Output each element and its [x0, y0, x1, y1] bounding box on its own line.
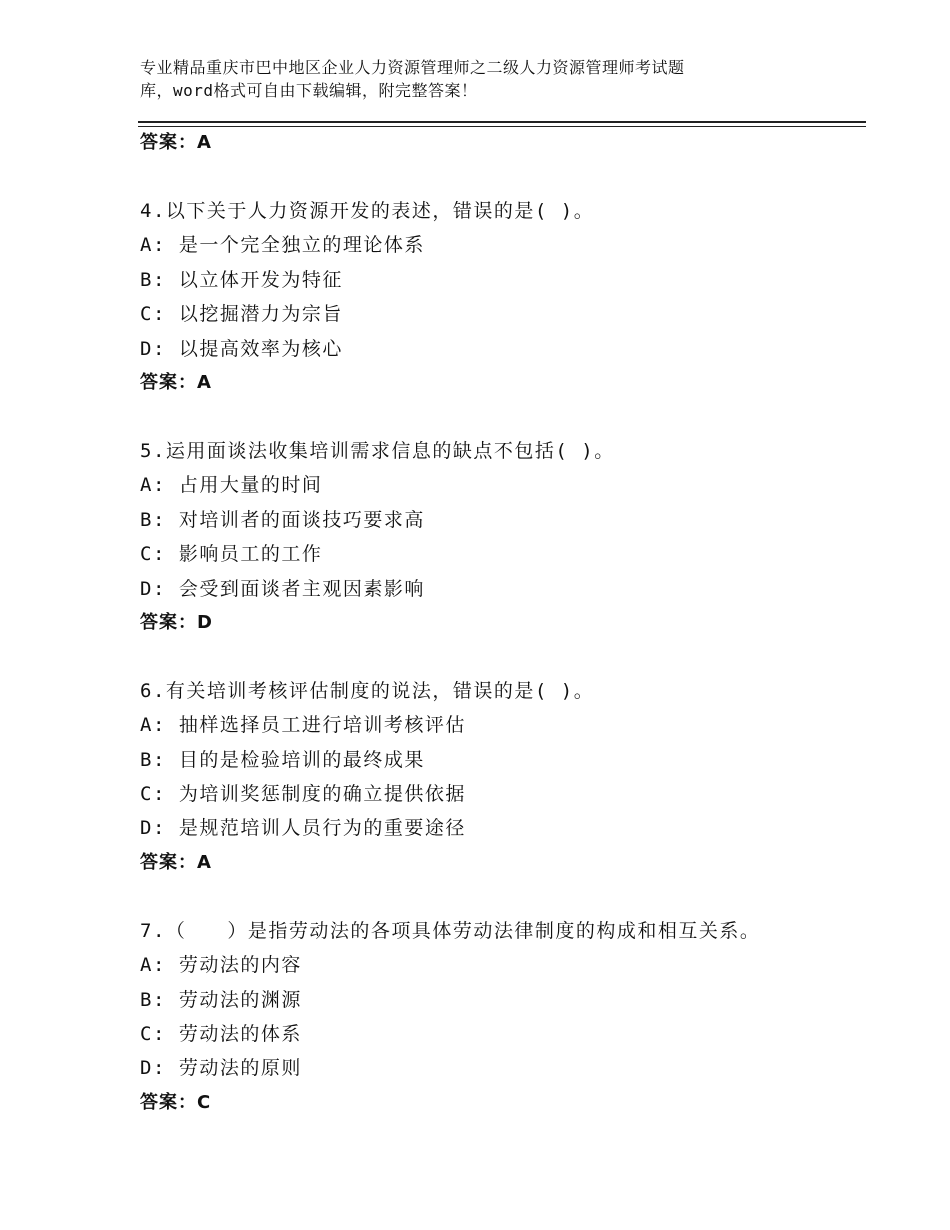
- option-c: C: 为培训奖惩制度的确立提供依据: [140, 783, 466, 806]
- question-stem: 4.以下关于人力资源开发的表述，错误的是( )。: [140, 200, 595, 222]
- option-d: D: 以提高效率为核心: [140, 337, 343, 360]
- option-d: D: 是规范培训人员行为的重要途径: [140, 817, 466, 840]
- answer-line: 答案：A: [140, 132, 212, 153]
- option-a: A: 抽样选择员工进行培训考核评估: [140, 714, 466, 737]
- answer-line: 答案：A: [140, 371, 212, 393]
- option-d: D: 劳动法的原则: [140, 1057, 302, 1080]
- header-rule-thick: [138, 121, 866, 123]
- question-6: [140, 674, 866, 880]
- option-a: A: 劳动法的内容: [140, 954, 302, 977]
- option-a: A: 占用大量的时间: [140, 474, 323, 497]
- option-c: C: 劳动法的体系: [140, 1023, 302, 1046]
- answer-line: 答案：C: [140, 1091, 212, 1113]
- option-d: D: 会受到面谈者主观因素影响: [140, 577, 425, 600]
- answer-line: 答案：A: [140, 851, 212, 873]
- header-line-1: 专业精品重庆市巴中地区企业人力资源管理师之二级人力资源管理师考试题: [140, 58, 685, 77]
- question-stem: 7.（ ）是指劳动法的各项具体劳动法律制度的构成和相互关系。: [140, 919, 761, 942]
- option-b: B: 劳动法的渊源: [140, 988, 302, 1011]
- option-b: B: 以立体开发为特征: [140, 268, 343, 291]
- option-c: C: 影响员工的工作: [140, 543, 323, 566]
- document-header: [140, 56, 820, 102]
- option-c: C: 以挖掘潜力为宗旨: [140, 303, 343, 326]
- question-5: [140, 434, 866, 640]
- question-stem: 5.运用面谈法收集培训需求信息的缺点不包括( )。: [140, 439, 615, 462]
- question-7: [140, 914, 866, 1120]
- question-4: [140, 194, 866, 400]
- question-stem: 6.有关培训考核评估制度的说法，错误的是( )。: [140, 679, 595, 702]
- option-b: B: 目的是检验培训的最终成果: [140, 748, 425, 771]
- option-b: B: 对培训者的面谈技巧要求高: [140, 508, 425, 531]
- header-line-2: 库，word格式可自由下载编辑，附完整答案！: [140, 81, 478, 100]
- answer-line: 答案：D: [140, 611, 213, 633]
- document-body: [140, 126, 866, 1120]
- option-a: A: 是一个完全独立的理论体系: [140, 234, 425, 257]
